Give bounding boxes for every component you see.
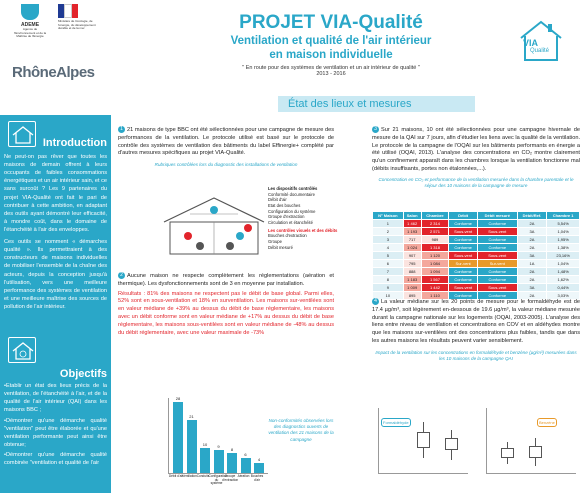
legend-item: Bouches d'extraction (268, 233, 307, 239)
objectif-item: •Etablir un état des lieux précis de la ventilation, de l'étanchéité à l'air, et de la qualité de l'air intérieur (QAI) dans les maisons BBC ; (4, 383, 107, 414)
table-cell: 7 (373, 268, 404, 276)
box (501, 448, 514, 458)
project-years: 2013 - 2016 (316, 71, 346, 78)
table-cell: 2A (517, 244, 547, 252)
step-4-icon: 4 (372, 298, 379, 305)
table-cell: 1 009 (403, 284, 421, 292)
table-cell: 10 (373, 292, 404, 300)
ademe-mark-icon (21, 4, 39, 20)
table-cell: Sous-vent (477, 252, 517, 260)
table-cell: 3A (517, 228, 547, 236)
formaldehyde-plot (378, 408, 468, 474)
table-cell: Conforme (477, 220, 517, 228)
table-cell: Conforme (449, 268, 478, 276)
step-3-icon: 3 (372, 126, 379, 133)
chart-category-label: Configuration du système (208, 474, 228, 486)
column-1 (118, 126, 334, 169)
chart-bar (227, 453, 237, 473)
table-cell: Conforme (449, 236, 478, 244)
step-1-icon: 1 (118, 126, 125, 133)
page-subtitle: Ventilation et qualité de l'air intérieur (230, 35, 432, 47)
via-qualite-logo (517, 16, 565, 64)
table-cell: 2A (517, 276, 547, 284)
table-cell: 1 193 (403, 228, 421, 236)
col1-results-text: Résultats : 81% des maisons ne respectent pas le débit de base global. Parmi elles, 52% sont en sous-ventilation et 18% en surventilation. Les maisons sur-ventilées sont en valeur médiane de +39% au dessus du débit de base réglementaire, les maisons avec un débit conforme sont en valeur médiane de +17% au dessus du débit de base réglementaire, les maisons sous-ventilées sont en valeur médiane de -48% au dessus du débit réglementaire, avec une valeur maximale de -73% (118, 290, 334, 336)
table-cell: 9 (373, 284, 404, 292)
table-header-cell: Chambre 1 (547, 212, 580, 220)
objectif-item: •Démontrer qu'une démarche qualité "ventilation" peut être élaborée et qu'une ventilation performante peut ainsi être obtenue; (4, 417, 107, 448)
table-row (373, 260, 580, 268)
chart-data-label: 8 (230, 446, 234, 452)
introduction-text: Ne peut-on pas rêver que toutes les maisons de demain offrent à leurs occupants de faibles consommations énergétiques et un air intérieur sain, et ce sans surcoût ? Les 9 partenaires du projet VIA-Qualité ont fait le pari de contribuer à cette ambition, en adaptant des outils ayant démontré leur efficacité, à mondre coût, dans le domaine de l'étanchéité à l'air des enveloppes. (4, 154, 107, 233)
table-cell: 2A (517, 220, 547, 228)
chart-category-label: Ventilation (182, 474, 197, 478)
table-cell: 23,16% (547, 252, 580, 260)
page-subtitle-2: en maison individuelle (269, 48, 393, 61)
diagram-legend (268, 186, 353, 250)
government-logo (58, 4, 104, 56)
header (171, 12, 491, 77)
table-cell: Sur-vent (477, 260, 517, 268)
table-cell: 6 (373, 260, 404, 268)
ademe-logo (12, 4, 48, 44)
table-header-cell: Salon (403, 212, 421, 220)
chart-category-label: Bouches d'air (250, 474, 264, 482)
chart-bar (254, 463, 264, 473)
table-row (373, 220, 580, 228)
table-cell: 1 084 (421, 260, 449, 268)
legend-title-2: Les contrôles visuels et des débits (268, 227, 338, 233)
table-cell: Sous-vent (449, 228, 478, 236)
table-cell: Sous-vent (477, 284, 517, 292)
table-cell: 907 (403, 252, 421, 260)
table-cell: 5 (373, 252, 404, 260)
table-cell: 1 094 (421, 268, 449, 276)
table-cell: 1,62% (547, 276, 580, 284)
table-cell: 1,38% (547, 244, 580, 252)
legend-item: Configuration du système (268, 208, 316, 214)
box (445, 438, 458, 450)
box (529, 446, 542, 458)
legend-item: Circulation et étanchéité (268, 220, 313, 226)
ademe-name: ADEME (20, 22, 40, 28)
chart-category-label: Groupe d'extraction (222, 474, 239, 482)
legend-item: Groupe (268, 239, 282, 245)
table-cell: Conforme (449, 244, 478, 252)
table-cell: 1 462 (403, 220, 421, 228)
table-cell: Conforme (477, 236, 517, 244)
column-2 (372, 126, 580, 190)
table-cell: 1 442 (421, 284, 449, 292)
col1-text-1: 21 maisons de type BBC ont été sélectionnées pour une campagne de mesure des performances de la ventilation. Le protocole utilisé est basé sur le protocole de contrôle des systèmes de ventilation des bâtiments du label Effinergie+ complété par d'autres mesures spécifiques au projet VIA-Qualité. (118, 126, 334, 157)
table-cell: 3A (517, 284, 547, 292)
introduction-heading: Introduction (42, 137, 107, 149)
target-house-icon (8, 337, 36, 363)
table-header-cell: Débit mesuré (477, 212, 517, 220)
bar-chart-labels (168, 474, 278, 490)
column-2-results (372, 298, 580, 363)
bar-chart-caption: Non-conformités observées lors des diagnostics ouverts de ventilation des 21 maisons de la campagne (268, 418, 334, 442)
table-cell: 1 (373, 220, 404, 228)
diagram-caption: Rubriques contrôlées lors du diagnostic des installations de ventilation (154, 162, 298, 168)
objectifs-heading: Objectifs (59, 368, 107, 381)
table-row (373, 236, 580, 244)
badge-text-2: Qualité (530, 48, 550, 54)
house-icon (8, 121, 36, 147)
chart-category-label: Débit d'air (168, 474, 184, 478)
table-cell: Sous-vent (477, 228, 517, 236)
table-cell: Sur-vent (449, 260, 478, 268)
benzene-label: Benzène (539, 420, 555, 425)
col2-text-1: Sur 21 maisons, 10 ont été sélectionnées pour une campagne hivernale de mesure de la QAI sur 7 jours, afin d'étudier les liens avec la qualité de la ventilation. Le protocole de la campagne de l'OQAI sur les bâtiments performants en énergie a été utilisé (OQAI, 2013). L'analyse des concentrations en CO₂ montre clairement qu'un confinement apparaît dans les chambres lorsque la ventilation fonctionne mal (débits insuffisants, portes non étalonnées,...). (372, 126, 580, 173)
table-row (373, 228, 580, 236)
benzene-plot (486, 408, 576, 474)
table-cell: 1,04% (547, 260, 580, 268)
column-1-results (118, 272, 334, 338)
left-panel (0, 115, 111, 493)
table-cell: 4 (373, 244, 404, 252)
chart-data-label: 4 (257, 456, 261, 462)
table-cell: 1 318 (421, 244, 449, 252)
table-cell: 895 (403, 292, 421, 300)
chart-data-label: 28 (175, 396, 181, 402)
table-cell: 2 314 (421, 220, 449, 228)
table-cell: 2 571 (421, 228, 449, 236)
boxplot-caption: Impact de la ventilation sur les concentrations en formaldéhyde et benzène (µg/m³) mesurées dans les 10 maisons de la campagne QAI (375, 349, 577, 362)
page-title: PROJET VIA-Qualité (239, 12, 423, 33)
table-cell: Conforme (477, 268, 517, 276)
table-cell: 1,95% (547, 236, 580, 244)
objectif-item: •Démontrer qu'une démarche qualité combinée "ventilation et qualité de l'air (4, 451, 107, 467)
table-cell: Sous-vent (449, 284, 478, 292)
table-cell: 888 (403, 268, 421, 276)
table-row (373, 276, 580, 284)
table-cell: 989 (421, 236, 449, 244)
introduction-text-2: Ces outils se nomment « démarches qualité ». Ils permettraient à des constructeurs de maisons individuelles de mobiliser l'ensemble de la chaîne des acteurs, depuis la conception jusqu'à l'utilisation, vers une meilleure performance des systèmes de ventilation et une meilleure maîtrise des sources de pollution de l'air intérieur. (4, 239, 107, 310)
table-cell: 795 (403, 260, 421, 268)
ademe-subtitle: Agence de l'Environnement et de la Maîtrise de l'Energie (13, 27, 47, 39)
boxplot-chart (378, 408, 578, 482)
table-cell: Conforme (449, 220, 478, 228)
chart-data-label: 21 (189, 413, 194, 419)
legend-item: Débit d'air (268, 197, 287, 203)
table-header-cell: Débit/Ref. (517, 212, 547, 220)
house-diagram (160, 192, 268, 258)
legend-item: Débit mesuré (268, 244, 293, 250)
chart-data-label: 6 (244, 451, 247, 457)
chart-bar (241, 458, 251, 473)
table-cell: Conforme (477, 292, 517, 300)
chart-data-label: 10 (202, 441, 208, 447)
table-header-cell: Chambre (421, 212, 449, 220)
table-cell: 1,04% (547, 228, 580, 236)
chart-bar (173, 402, 183, 473)
logos-area (0, 0, 111, 115)
french-flag-icon (58, 4, 78, 18)
government-text: Ministère de l'écologie, de l'énergie, du développement durable et de la mer (58, 19, 96, 31)
table-cell: 2 (373, 228, 404, 236)
legend-item: Etat des bouches (268, 203, 301, 209)
table-cell: 1 110 (421, 292, 449, 300)
table-cell: 1 120 (421, 252, 449, 260)
table-cell: 1 024 (403, 244, 421, 252)
bar-chart (168, 398, 268, 474)
table-header-cell: Débit (449, 212, 478, 220)
chart-category-label: Aération (237, 474, 250, 478)
table-cell: Conforme (449, 292, 478, 300)
table-row (373, 284, 580, 292)
chart-category-label: Conduits (196, 474, 210, 478)
table-cell: Conforme (477, 276, 517, 284)
table-cell: 1 567 (421, 276, 449, 284)
table-cell: 8 (373, 276, 404, 284)
table-header-cell: N° Maison (373, 212, 404, 220)
table-cell: 5,54% (547, 220, 580, 228)
table-cell: 1,48% (547, 268, 580, 276)
table-row (373, 268, 580, 276)
legend-title: Les dispositifs contrôlés (268, 186, 318, 191)
chart-bar (214, 450, 224, 473)
table-cell: 2A (517, 268, 547, 276)
table-cell: Sous-vent (449, 252, 478, 260)
col2-text-2: La valeur médiane sur les 20 points de mesure pour le formaldéhyde est de 17.4 µg/m³, soit légèrement en-dessous de 19.6 µg/m³, la valeur médiane mesurée durant la campagne nationale sur les logements (OQAI, 2003-2005). L'analyse des liens entre niveau de ventilation et concentrations en COV et en aldéhydes montre que les maisons sur-ventilées ont des concentrations plus faibles, tandis que dans les autres maisons les résultats peuvent varier sensiblement. (372, 298, 580, 345)
chart-bar (200, 448, 210, 473)
table-row (373, 244, 580, 252)
legend-item: Conformité documentaire (268, 191, 316, 197)
table-caption: Concentration en CO₂ et performance de la ventilation mesurée dans la chambre parentale et le séjour des 10 maisons de la campagne de mesure (378, 176, 574, 189)
box (417, 432, 430, 448)
table-cell: 3,03% (547, 292, 580, 300)
legend-item: Groupe d'extraction (268, 214, 305, 220)
chart-data-label: 9 (217, 444, 220, 450)
table-cell: 2A (517, 292, 547, 300)
col1-text-2: Aucune maison ne respecte complètement les réglementations (aération et thermique). Les dysfonctionnements sont de 3 en moyenne par installation. (118, 272, 334, 287)
table-cell: Conforme (449, 276, 478, 284)
table-cell: 3 (373, 236, 404, 244)
tagline: " En route pour des systèmes de ventilation et un air intérieur de qualité " (242, 65, 420, 72)
section-band: État des lieux et mesures (278, 96, 475, 112)
region-logo-text: RhôneAlpes (12, 64, 95, 81)
formaldehyde-label: Formaldéhyde (383, 420, 409, 425)
badge-text: VIA (523, 38, 539, 48)
table-cell: 717 (403, 236, 421, 244)
table-cell: 1 183 (403, 276, 421, 284)
table-cell: 1A (517, 260, 547, 268)
co2-table (372, 211, 580, 300)
step-2-icon: 2 (118, 272, 125, 279)
chart-bar (187, 420, 197, 473)
table-cell: 2A (517, 236, 547, 244)
table-cell: 0,44% (547, 284, 580, 292)
table-cell: 3A (517, 252, 547, 260)
table-cell: Conforme (477, 244, 517, 252)
table-row (373, 252, 580, 260)
